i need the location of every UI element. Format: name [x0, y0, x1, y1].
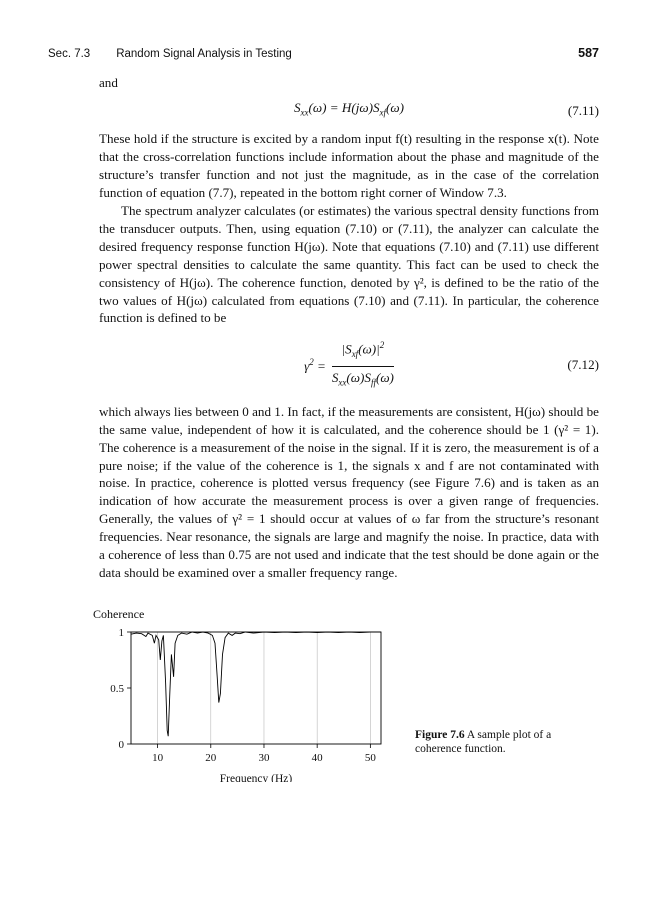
- svg-text:Frequency (Hz): Frequency (Hz): [219, 772, 293, 782]
- fraction: [332, 337, 394, 392]
- math-subscript: xx: [338, 377, 347, 388]
- math-term: (ω)|: [358, 341, 380, 357]
- math-superscript: 2: [309, 357, 314, 368]
- math-subscript: xf: [351, 349, 359, 360]
- math-term: (ω)S: [346, 370, 371, 386]
- svg-text:1: 1: [118, 626, 124, 639]
- figure-caption: [415, 728, 570, 757]
- equation-7-12-lhs: [304, 354, 326, 375]
- svg-text:20: 20: [205, 751, 217, 764]
- math-term: S: [294, 99, 301, 115]
- lead-word: and: [99, 75, 118, 90]
- equation-number-7-11: (7.11): [567, 102, 599, 118]
- paragraph-2: The spectrum analyzer calculates (or estimates) the various spectral density functions from the transducer outputs. Then, using equation (7.10) or (7.11), the analyzer can calculate the desired frequency response function H(jω). Note that equations (7.10) and (7.11) use different power spectral densities to calculate the same quantity. This fact can be used to check the consistency of H(jω). The coherence function, denoted by γ², is defined to be the ratio of the two values of H(jω) calculated from equations (7.10) and (7.11). In particular, the coherence function is defined to be: [99, 203, 599, 326]
- equation-7-11: [99, 99, 599, 123]
- math-term: |S: [341, 341, 352, 357]
- math-term: S: [331, 370, 339, 386]
- svg-text:10: 10: [152, 751, 164, 764]
- math-term: γ: [304, 358, 310, 374]
- equation-7-11-math: [294, 99, 404, 118]
- equation-7-12: [99, 337, 599, 392]
- math-term: (ω) = H(jω)S: [308, 99, 380, 115]
- svg-text:30: 30: [258, 751, 270, 764]
- figure-7-6: [91, 606, 599, 787]
- equals-sign: =: [317, 358, 326, 374]
- paragraph-3: which always lies between 0 and 1. In fact, if the measurements are consistent, H(jω) should be the same value, independent of how it is calculated, and the coherence should be 1 (γ² = 1). The coherence is a measurement of the noise in the signal. If it is zero, the measurement is of a pure noise; if the value of the coherence is 1, the signals x and f are not contaminated with noise. In practice, coherence is plotted versus frequency (see Figure 7.6) and is taken as an indication of how accurate the measurement process is over a given range of frequencies. Generally, the values of γ² = 1 should occur at values of ω far from the structure’s resonant frequencies. Near resonance, the signals are large and magnify the noise. In practice, data with a coherence of less than 0.75 are not used and indicate that the test should be done again or the data should be examined over a smaller frequency range.: [99, 403, 599, 580]
- chart-y-axis-title: Coherence: [93, 606, 145, 621]
- svg-text:40: 40: [311, 751, 323, 764]
- svg-text:0: 0: [118, 738, 124, 751]
- running-header: [48, 46, 599, 60]
- figure-caption-text: A sample plot of a coherence function.: [415, 728, 552, 756]
- page-number: 587: [578, 46, 599, 60]
- fraction-denominator: [332, 367, 394, 393]
- body-text-column: [93, 74, 599, 787]
- section-label: Sec. 7.3: [48, 48, 91, 60]
- math-term: (ω): [375, 370, 394, 386]
- fraction-numerator: [332, 337, 394, 367]
- svg-text:50: 50: [364, 751, 376, 764]
- paragraph-1: These hold if the structure is excited by a random input f(t) resulting in the response x(t). Note that the cross-correlation functions include information about the phase and magnitude of the structure’s transfer function and not just the magnitude, as in the case of the correlation function of equation (7.7), repeated in the bottom right corner of Window 7.3.: [99, 131, 599, 201]
- math-subscript: xx: [300, 107, 309, 118]
- math-term: (ω): [386, 99, 404, 115]
- figure-caption-label: Figure 7.6: [415, 728, 465, 741]
- coherence-chart-svg: [91, 626, 391, 782]
- math-superscript: 2: [379, 340, 385, 351]
- coherence-chart: [91, 606, 401, 787]
- chapter-title: Random Signal Analysis in Testing: [116, 48, 292, 60]
- math-subscript: ff: [370, 377, 376, 388]
- math-subscript: xf: [379, 107, 387, 118]
- svg-text:0.5: 0.5: [110, 682, 124, 695]
- equation-number-7-12: (7.12): [567, 357, 599, 373]
